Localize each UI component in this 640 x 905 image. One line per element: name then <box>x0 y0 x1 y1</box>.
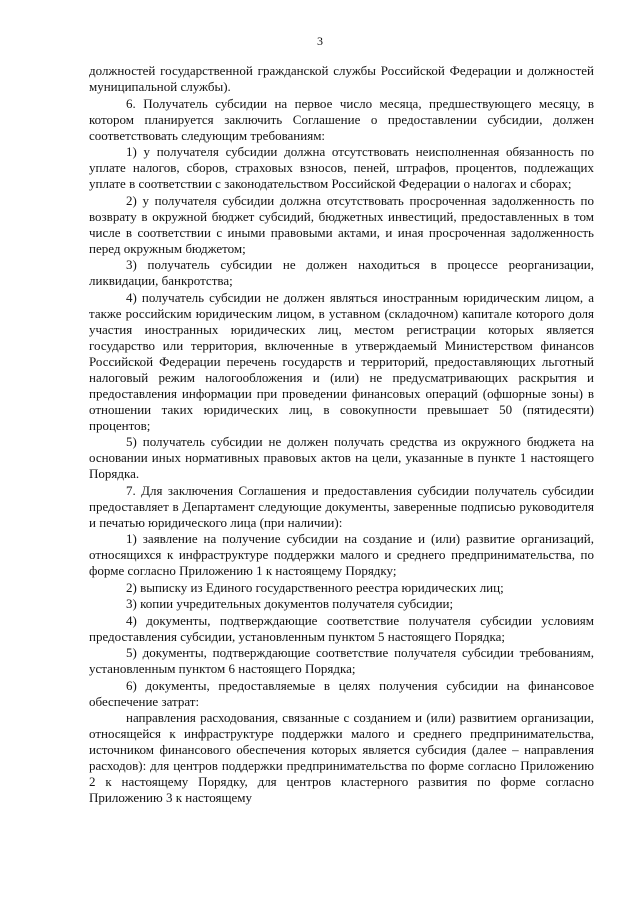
paragraph-7-sub-6: 6) документы, предоставляемые в целях получения субсидии на финансовое обеспечение затрат: <box>89 677 594 709</box>
paragraph-continuation: должностей государственной гражданской службы Российской Федерации и должностей муниципальной службы). <box>89 63 594 94</box>
paragraph-7-sub-1: 1) заявление на получение субсидии на создание и (или) развитие организаций, относящихся к инфраструктуре поддержки малого и среднего предпринимательства, по форме согласно Приложению 1 к настоящему Порядку; <box>89 531 594 578</box>
paragraph-6-sub-1: 1) у получателя субсидии должна отсутствовать неисполненная обязанность по уплате налогов, сборов, страховых взносов, пеней, штрафов, процентов, подлежащих уплате в соответствии с законодательством Российской Федерации о налогах и сборах; <box>89 144 594 191</box>
paragraph-expense-directions: направления расходования, связанные с созданием и (или) развитием организации, относящейся к инфраструктуре поддержки малого и среднего предпринимательства, источником финансового обеспечения которых является субсидия (далее – направления расходов): для центров поддержки предпринимательства по форме согласно Приложению 2 к настоящему Порядку, для центров кластерного развития по форме согласно Приложению 3 к настоящему <box>89 710 594 805</box>
paragraph-7-sub-4: 4) документы, подтверждающие соответствие получателя субсидии условиям предоставления субсидии, установленным пунктом 5 настоящего Порядка; <box>89 612 594 644</box>
paragraph-item-6: 6. Получатель субсидии на первое число месяца, предшествующего месяцу, в котором планируется заключить Соглашение о предоставлении субсидии, должен соответствовать следующим требованиям: <box>89 95 594 143</box>
paragraph-6-sub-2: 2) у получателя субсидии должна отсутствовать просроченная задолженность по возврату в окружной бюджет субсидий, бюджетных инвестиций, предоставленных в том числе в соответствии с иными правовыми актами, и иная просроченная задолженность перед окружным бюджетом; <box>89 192 594 256</box>
document-body <box>89 63 594 807</box>
paragraph-6-sub-3: 3) получатель субсидии не должен находиться в процессе реорганизации, ликвидации, банкротства; <box>89 257 594 288</box>
page-number: 3 <box>317 34 323 48</box>
paragraph-7-sub-3: 3) копии учредительных документов получателя субсидии; <box>126 596 454 611</box>
paragraph-6-sub-5: 5) получатель субсидии не должен получать средства из окружного бюджета на основании иных нормативных правовых актов на цели, указанные в пункте 1 настоящего Порядка. <box>89 434 594 481</box>
paragraph-6-sub-4: 4) получатель субсидии не должен являться иностранным юридическим лицом, а также российским юридическим лицом, в уставном (складочном) капитале которого доля участия иностранных юридических лиц, местом регистрации которых является государство или территория, включенные в утверждаемый Министерством финансов Российской Федерации перечень государств и территорий, предоставляющих льготный налоговый режим налогообложения и (или) не предусматривающих раскрытия и предоставления информации при проведении финансовых операций (офшорные зоны) в отношении таких юридических лиц, в совокупности превышает 50 (пятидесяти) процентов; <box>89 289 594 433</box>
paragraph-7-sub-2: 2) выписку из Единого государственного реестра юридических лиц; <box>126 579 504 595</box>
paragraph-item-7: 7. Для заключения Соглашения и предоставления субсидии получатель субсидии предоставляет в Департамент следующие документы, заверенные подписью руководителя и печатью юридического лица (при наличии): <box>89 482 594 530</box>
paragraph-7-sub-5: 5) документы, подтверждающие соответствие получателя субсидии требованиям, установленным пунктом 6 настоящего Порядка; <box>89 645 594 676</box>
